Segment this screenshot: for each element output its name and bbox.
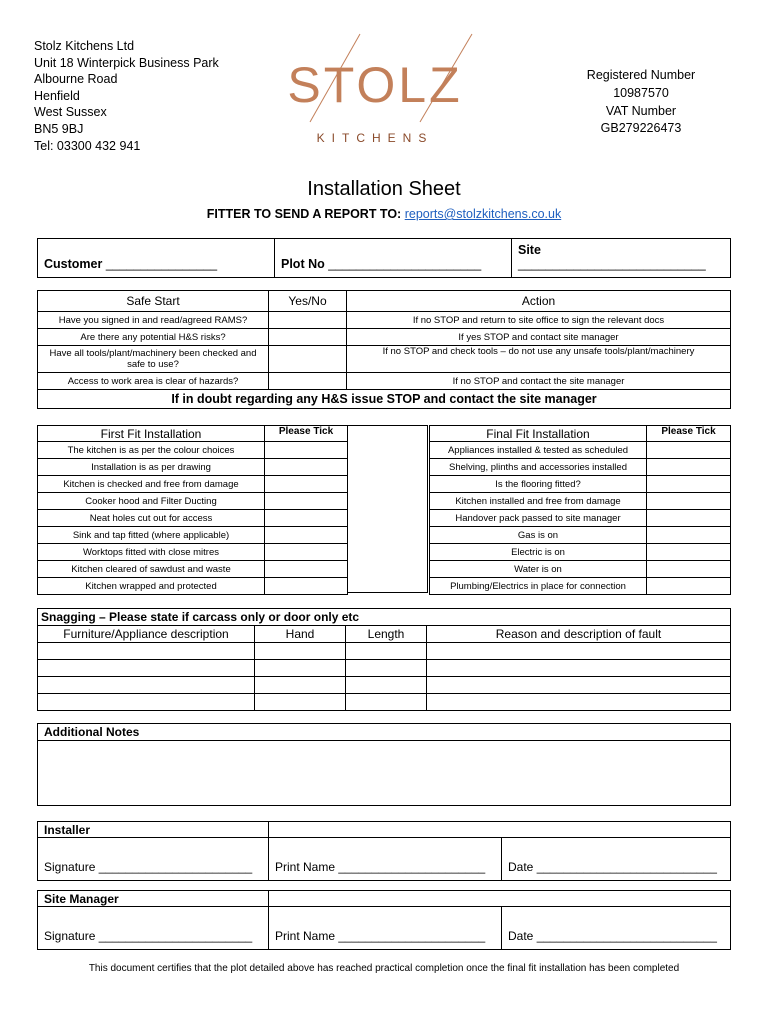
first-fit-item: Installation is as per drawing [38,459,265,476]
tick-cell[interactable] [265,544,348,561]
final-fit-title: Final Fit Installation [430,426,647,442]
snag-cell[interactable] [346,643,427,660]
yes-no-cell[interactable] [269,329,347,346]
site-cell[interactable] [512,239,731,278]
table-row [38,544,348,561]
final-fit-item: Handover pack passed to site manager [430,510,647,527]
table-row [430,493,731,510]
table-row [430,459,731,476]
registered-number: 10987570 [613,85,669,100]
tick-cell[interactable] [265,442,348,459]
logo-word: STOLZ [287,57,463,113]
safe-action: If no STOP and return to site office to sign the relevant docs [347,312,731,329]
tick-cell[interactable] [647,459,731,476]
tick-cell[interactable] [647,442,731,459]
plot-label: Plot No [281,257,325,271]
final-fit-item: Plumbing/Electrics in place for connection [430,578,647,595]
snag-cell[interactable] [255,660,346,677]
site-manager-print-name-field[interactable] [269,907,502,950]
tick-cell[interactable] [265,476,348,493]
table-row [38,643,731,660]
final-fit-table [429,425,731,595]
final-fit-item: Water is on [430,561,647,578]
first-fit-title: First Fit Installation [38,426,265,442]
tick-cell[interactable] [265,459,348,476]
table-row [38,459,348,476]
table-row [430,544,731,561]
address-line: West Sussex [34,105,107,120]
tick-cell[interactable] [265,527,348,544]
first-fit-item: Kitchen is checked and free from damage [38,476,265,493]
first-fit-tick-header: Please Tick [265,426,348,442]
first-fit-item: Cooker hood and Filter Ducting [38,493,265,510]
final-fit-item: Is the flooring fitted? [430,476,647,493]
table-row [38,527,348,544]
final-fit-item: Appliances installed & tested as scheduled [430,442,647,459]
notes-field[interactable] [38,741,731,806]
site-label: Site [518,243,541,257]
signature-line: _______________________ [98,860,253,874]
site-manager-header-spacer [269,891,731,907]
tick-cell[interactable] [265,561,348,578]
date-line: ___________________________ [536,860,717,874]
customer-label: Customer [44,257,103,271]
date-label: Date [508,860,534,874]
snag-cell[interactable] [38,677,255,694]
tick-cell[interactable] [647,510,731,527]
site-manager-title: Site Manager [38,891,269,907]
report-label: FITTER TO SEND A REPORT TO: [206,207,402,221]
table-row [38,346,731,373]
print-name-line: ______________________ [338,929,486,943]
action-header: Action [347,291,731,312]
table-row [430,578,731,595]
table-row [430,527,731,544]
first-fit-item: Kitchen wrapped and protected [38,578,265,595]
snag-cell[interactable] [427,677,731,694]
snag-cell[interactable] [255,677,346,694]
snag-cell[interactable] [38,660,255,677]
installer-signature-field[interactable] [38,838,269,881]
snag-cell[interactable] [346,694,427,711]
registered-label: Registered Number [586,68,696,82]
tick-cell[interactable] [647,527,731,544]
print-name-line: ______________________ [338,860,486,874]
installer-table [37,821,731,881]
tick-cell[interactable] [647,544,731,561]
snag-cell[interactable] [427,660,731,677]
yes-no-cell[interactable] [269,312,347,329]
snag-cell[interactable] [255,643,346,660]
tick-cell[interactable] [647,578,731,595]
report-email-link[interactable]: reports@stolzkitchens.co.uk [404,207,562,221]
installer-header-spacer [269,822,731,838]
customer-table [37,238,731,278]
table-row [38,442,348,459]
doubt-notice: If in doubt regarding any H&S issue STOP and contact the site manager [38,390,731,409]
address-line: Stolz Kitchens Ltd [34,39,135,53]
table-row [430,561,731,578]
safe-action: If yes STOP and contact site manager [347,329,731,346]
report-line [0,207,768,221]
date-line: ___________________________ [536,929,717,943]
final-fit-item: Shelving, plinths and accessories installed [430,459,647,476]
safe-action: If no STOP and check tools – do not use any unsafe tools/plant/machinery [347,346,731,373]
tick-cell[interactable] [647,561,731,578]
yes-no-header: Yes/No [269,291,347,312]
signature-line: _______________________ [98,929,253,943]
customer-cell[interactable] [38,239,275,278]
customer-line: ________________ [105,257,218,271]
date-label: Date [508,929,534,943]
vat-number: GB279226473 [600,121,682,136]
reason-header: Reason and description of fault [427,626,731,643]
notes-title: Additional Notes [38,724,731,741]
table-row [38,510,348,527]
table-row [38,561,348,578]
address-line: Unit 18 Winterpick Business Park [34,55,219,70]
first-fit-item: Sink and tap fitted (where applicable) [38,527,265,544]
final-fit-item: Kitchen installed and free from damage [430,493,647,510]
safe-start-header: Safe Start [38,291,269,312]
snag-cell[interactable] [38,643,255,660]
safe-question: Are there any potential H&S risks? [38,329,269,346]
furniture-header: Furniture/Appliance description [38,626,255,643]
final-fit-tick-header: Please Tick [647,426,731,442]
print-name-label: Print Name [275,860,336,874]
safe-action: If no STOP and contact the site manager [347,373,731,390]
logo-sub: KITCHENS [316,131,434,145]
safe-question: Have you signed in and read/agreed RAMS? [38,312,269,329]
final-fit-item: Electric is on [430,544,647,561]
table-row [430,510,731,527]
yes-no-cell[interactable] [269,373,347,390]
safe-start-table [37,290,731,409]
footer-note: This document certifies that the plot detailed above has reached practical completion once the final fit installation has been completed [88,963,680,974]
final-fit-item: Gas is on [430,527,647,544]
snagging-title: Snagging – Please state if carcass only or door only etc [38,609,731,626]
snag-cell[interactable] [346,677,427,694]
hand-header: Hand [255,626,346,643]
safe-question: Have all tools/plant/machinery been checked and safe to use? [38,346,269,373]
vat-label: VAT Number [605,103,677,118]
first-fit-item: Worktops fitted with close mitres [38,544,265,561]
stolz-logo [250,30,500,150]
tick-cell[interactable] [265,493,348,510]
table-row [430,476,731,493]
installer-title: Installer [38,822,269,838]
first-fit-item: Neat holes cut out for access [38,510,265,527]
length-header: Length [346,626,427,643]
table-row [38,694,731,711]
snag-cell[interactable] [427,643,731,660]
yes-no-cell[interactable] [269,346,347,373]
first-fit-item: The kitchen is as per the colour choices [38,442,265,459]
site-manager-signature-field[interactable] [38,907,269,950]
table-row [38,677,731,694]
table-row [38,493,348,510]
table-row [38,476,348,493]
signature-label: Signature [44,860,96,874]
safe-question: Access to work area is clear of hazards? [38,373,269,390]
tick-cell[interactable] [647,493,731,510]
registration-info [571,67,711,138]
print-name-label: Print Name [275,929,336,943]
separator-box [347,425,428,593]
site-manager-table [37,890,731,950]
table-row [38,373,731,390]
site-manager-date-field[interactable] [502,907,731,950]
tick-cell[interactable] [265,510,348,527]
snagging-table [37,608,731,711]
snag-cell[interactable] [427,694,731,711]
table-row [38,578,348,595]
first-fit-item: Kitchen cleared of sawdust and waste [38,561,265,578]
table-row [38,660,731,677]
installer-print-name-field[interactable] [269,838,502,881]
notes-table [37,723,731,806]
page-title: Installation Sheet [307,178,461,200]
table-row [38,312,731,329]
plot-line: ______________________ [328,257,482,271]
signature-label: Signature [44,929,96,943]
tick-cell[interactable] [647,476,731,493]
address-line: Tel: 03300 432 941 [34,138,141,153]
site-line: ___________________________ [518,257,706,271]
snag-cell[interactable] [255,694,346,711]
table-row [38,329,731,346]
address-line: Albourne Road [34,72,118,87]
plot-cell[interactable] [275,239,512,278]
installer-date-field[interactable] [502,838,731,881]
address-line: BN5 9BJ [34,121,84,136]
tick-cell[interactable] [265,578,348,595]
table-row [430,442,731,459]
snag-cell[interactable] [38,694,255,711]
snag-cell[interactable] [346,660,427,677]
first-fit-table [37,425,348,595]
company-address [34,38,219,154]
address-line: Henfield [34,88,80,103]
